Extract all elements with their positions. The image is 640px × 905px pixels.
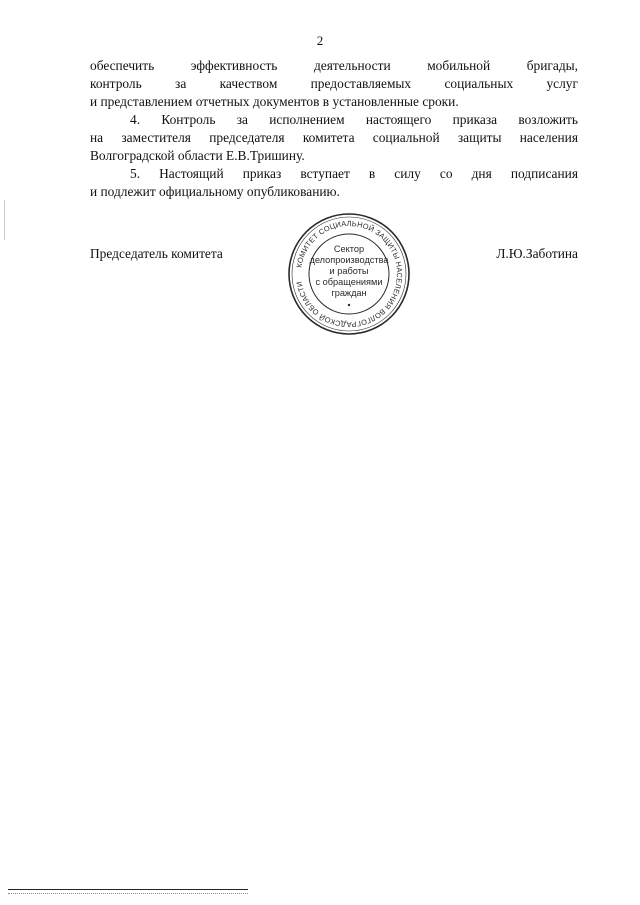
paragraph-line: и представлением отчетных документов в установленные сроки. xyxy=(90,94,459,109)
signer-title: Председатель комитета xyxy=(90,246,223,261)
page-number: 2 xyxy=(316,33,324,48)
paragraph-line: 5. Настоящий приказ вступает в силу со дня подписания xyxy=(130,166,578,181)
paragraph-line: контроль за качеством предоставляемых социальных услуг xyxy=(90,76,578,91)
footer-rule-dotted xyxy=(8,893,248,894)
stamp-center-line: и работы xyxy=(329,266,369,276)
stamp-seal xyxy=(283,208,415,340)
paragraph-line: обеспечить эффективность деятельности мобильной бригады, xyxy=(90,58,578,73)
stamp-ring-text: КОМИТЕТ СОЦИАЛЬНОЙ ЗАЩИТЫ НАСЕЛЕНИЯ ВОЛГОГРАДСКОЙ ОБЛАСТИ xyxy=(294,218,405,330)
stamp-center-line: Сектор xyxy=(333,244,365,254)
stamp-center-line: граждан xyxy=(331,288,367,298)
paragraph-line: 4. Контроль за исполнением настоящего приказа возложить xyxy=(130,112,578,127)
scan-edge-mark xyxy=(4,200,5,240)
paragraph-3-continuation xyxy=(90,57,578,111)
paragraph-line: на заместителя председателя комитета социальной защиты населения xyxy=(90,130,578,145)
official-stamp xyxy=(283,208,415,340)
paragraph-line: Волгоградской области Е.В.Тришину. xyxy=(90,148,305,163)
paragraph-4 xyxy=(90,111,578,165)
paragraph-line: и подлежит официальному опубликованию. xyxy=(90,184,340,199)
paragraph-5 xyxy=(90,165,578,201)
stamp-center-line: с обращениями xyxy=(315,277,383,287)
signer-name: Л.Ю.Заботина xyxy=(496,246,578,261)
stamp-center-line: делопроизводства xyxy=(309,255,389,265)
footer-rule xyxy=(8,889,248,890)
stamp-dot xyxy=(348,304,350,306)
